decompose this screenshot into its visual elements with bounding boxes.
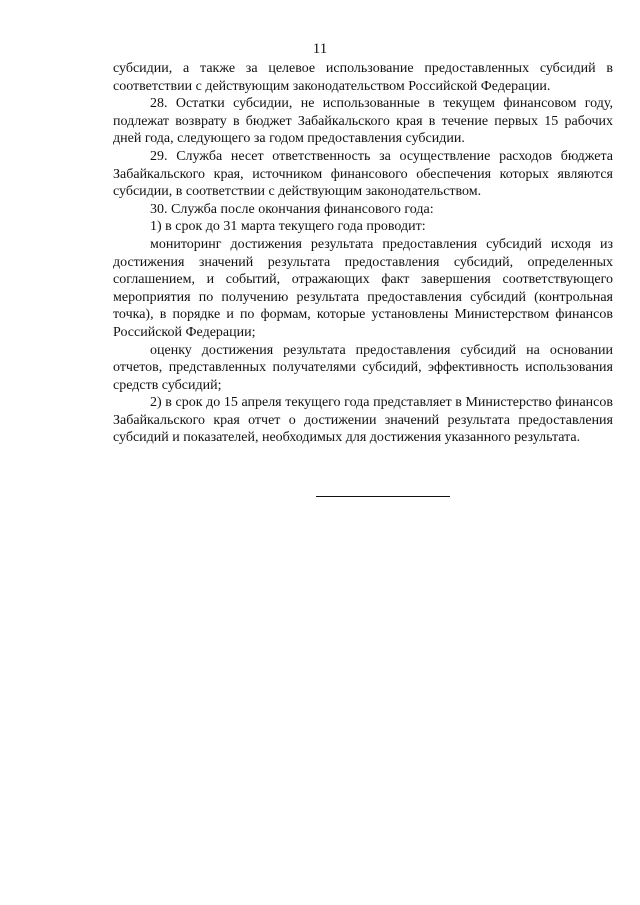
paragraph-30-item-2: 2) в срок до 15 апреля текущего года представляет в Министерство финансов Забайкальского края отчет о достижении значений результата предоставления субсидий и показателей, необходимых для достижения указанного результата. <box>113 395 613 446</box>
paragraph-30: 30. Служба после окончания финансового года: <box>150 201 434 217</box>
document-body <box>113 60 613 447</box>
paragraph-29: 29. Служба несет ответственность за осуществление расходов бюджета Забайкальского края, источником финансового обеспечения которых являются субсидии, в соответствии с действующим законодательством. <box>113 148 613 200</box>
page-number: 11 <box>312 41 328 57</box>
paragraph-continuation: субсидии, а также за целевое использование предоставленных субсидий в соответствии с действующим законодательством Российской Федерации. <box>113 61 613 94</box>
paragraph-assessment: оценку достижения результата предоставления субсидий на основании отчетов, представленных получателями субсидий, эффективность использования средств субсидий; <box>113 342 613 393</box>
paragraph-monitoring: мониторинг достижения результата предоставления субсидий исходя из достижения значений результата предоставления субсидий, определенных соглашением, и событий, отражающих факт завершения соответствующего мероприятия по получению результата предоставления субсидий (контрольная точка), в порядке и по формам, которые установлены Министерством финансов Российской Федерации; <box>113 236 613 340</box>
paragraph-30-item-1: 1) в срок до 31 марта текущего года проводит: <box>150 219 426 235</box>
end-of-document-rule <box>316 496 450 497</box>
paragraph-28: 28. Остатки субсидии, не использованные в текущем финансовом году, подлежат возврату в бюджет Забайкальского края в течение первых 15 рабочих дней года, следующего за годом предоставления субсидии. <box>113 96 613 147</box>
